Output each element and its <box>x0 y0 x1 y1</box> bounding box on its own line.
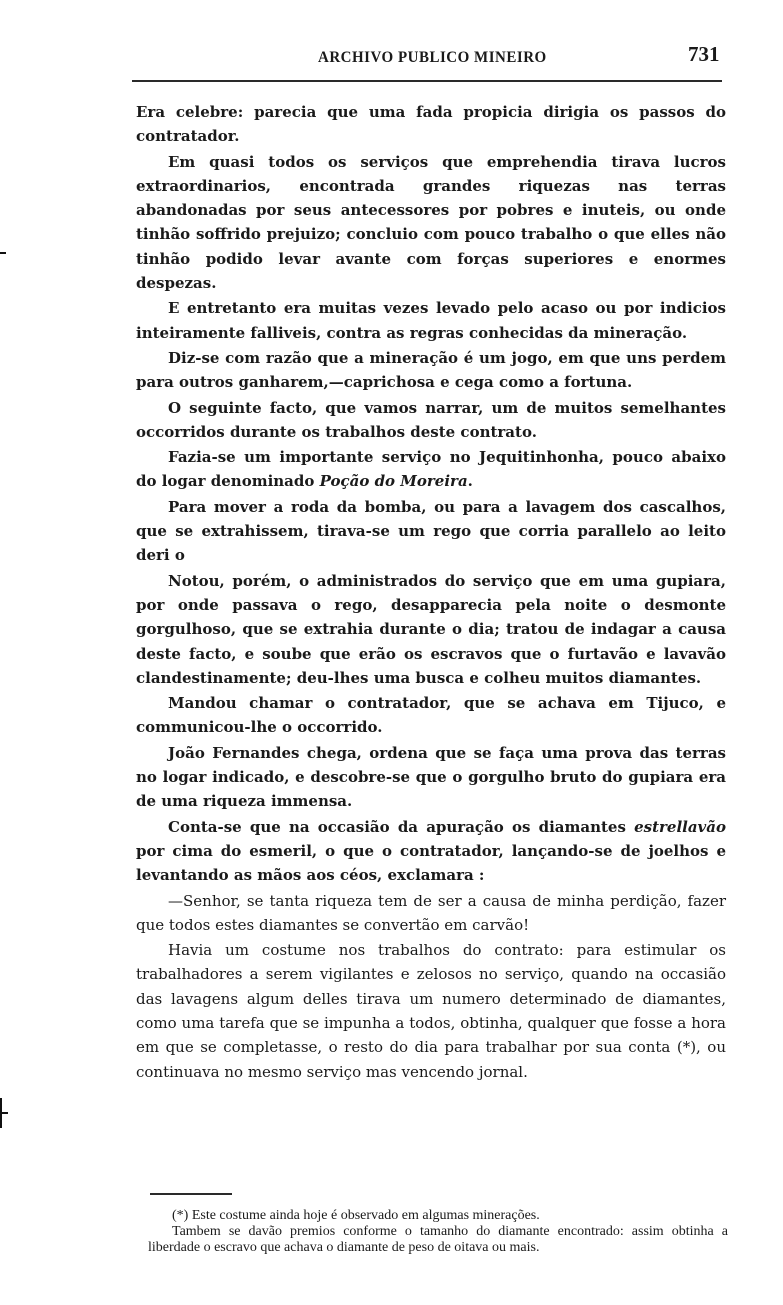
footnote: (*) Este costume ainda hoje é observado em algumas minerações. <box>172 1208 540 1223</box>
italic-phrase: estrellavão <box>634 817 726 836</box>
italic-phrase: Poção do Moreira <box>319 472 468 491</box>
footnotes <box>148 1208 728 1256</box>
paragraph: Conta-se que na occasião da apuração os diamantes estrellavão por cima do esmeril, o que o contratador, lançando-se de joelhos e levantando as mãos aos céos, exclamara : <box>136 817 726 885</box>
paragraph: Havia um costume nos trabalhos do contrato: para estimular os trabalhadores a serem vigilantes e zelosos no serviço, quando na occasião das lavagens algum delles tirava um numero determinado de diamantes, como uma tarefa que se impunha a todos, obtinha, qualquer que fosse a hora em que se completasse, o resto do dia para trabalhar por sua conta (*), ou continuava no mesmo serviço mas vencendo jornal. <box>136 941 726 1081</box>
header-rule <box>132 80 722 82</box>
page-number: 731 <box>688 42 720 66</box>
paragraph: Em quasi todos os serviços que emprehendia tirava lucros extraordinarios, encontrada grandes riquezas nas terras abandonadas por seus antecessores por pobres e inuteis, ou onde tinhão soffrido prejuizo; concluio com pouco trabalho o que elles não tinhão podido levar avante com forças superiores e enormes despezas. <box>136 152 726 293</box>
paragraph: Era celebre: parecia que uma fada propicia dirigia os passos do contratador. <box>136 103 726 146</box>
paragraph: Para mover a roda da bomba, ou para a lavagem dos cascalhos, que se extrahissem, tirava-se um rego que corria parallelo ao leito deri o <box>136 497 726 565</box>
paragraph: Diz-se com razão que a mineração é um jogo, em que uns perdem para outros ganharem,—caprichosa e cega como a fortuna. <box>136 348 726 392</box>
paragraph: Notou, porém, o administrados do serviço que em uma gupiara, por onde passava o rego, desapparecia pela noite o desmonte gorgulhoso, que se extrahia durante o dia; tratou de indagar a causa deste facto, e soube que erão os escravos que o furtavão e lavavão clandestinamente; deu-lhes uma busca e colheu muitos diamantes. <box>136 571 726 687</box>
paragraph: Fazia-se um importante serviço no Jequitinhonha, pouco abaixo do logar denominado Poção do Moreira. <box>136 448 726 491</box>
footnote-rule <box>150 1193 232 1195</box>
running-title: ARCHIVO PUBLICO MINEIRO <box>318 49 547 67</box>
body-text <box>136 100 726 1085</box>
paragraph: O seguinte facto, que vamos narrar, um de muitos semelhantes occorridos durante os trabalhos deste contrato. <box>136 398 726 441</box>
paragraph: Mandou chamar o contratador, que se achava em Tijuco, e communicou-lhe o occorrido. <box>136 694 726 737</box>
paragraph: E entretanto era muitas vezes levado pelo acaso ou por indicios inteiramente falliveis, contra as regras conhecidas da mineração. <box>136 299 726 342</box>
footnote: Tambem se davão premios conforme o tamanho do diamante encontrado: assim obtinha a liberdade o escravo que achava o diamante de peso de oitava ou mais. <box>148 1224 728 1255</box>
paragraph: —Senhor, se tanta riqueza tem de ser a causa de minha perdição, fazer que todos estes diamantes se convertão em carvão! <box>136 891 726 934</box>
margin-mark <box>0 1098 2 1128</box>
margin-mark <box>0 252 6 254</box>
paragraph: João Fernandes chega, ordena que se faça uma prova das terras no logar indicado, e descobre-se que o gorgulho bruto do gupiara era de uma riqueza immensa. <box>136 743 726 811</box>
